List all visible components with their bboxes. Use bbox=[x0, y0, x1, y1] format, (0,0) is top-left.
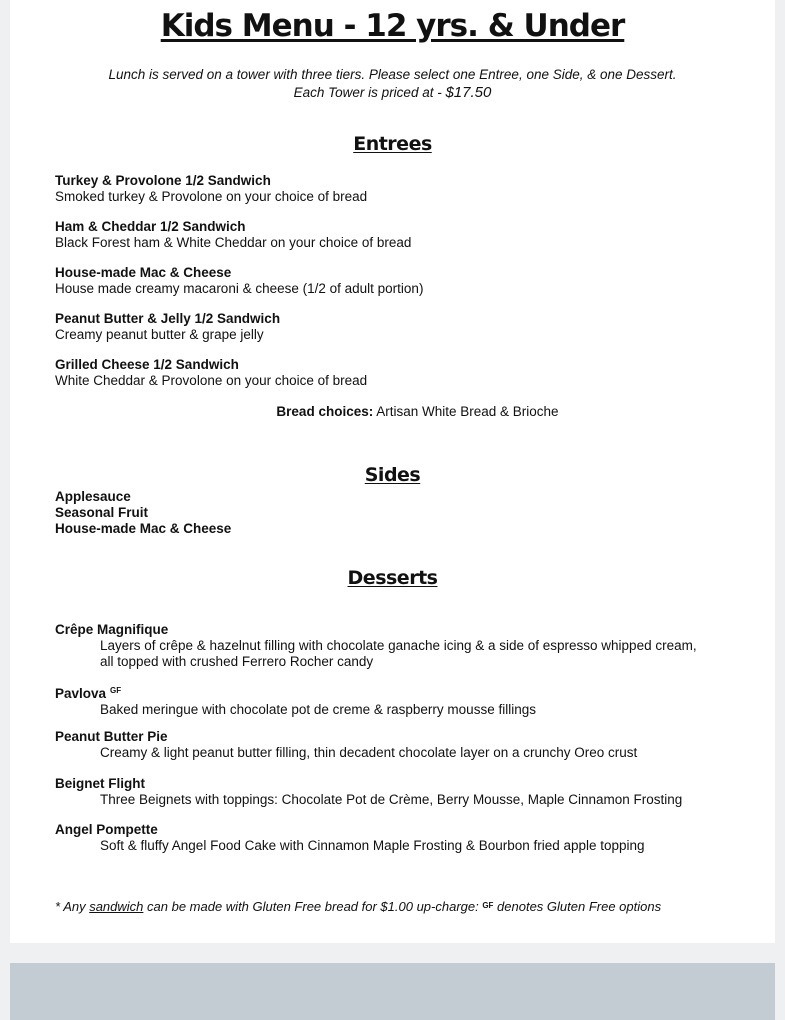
dessert-name: Pavlova bbox=[55, 686, 107, 701]
tower-price: $17.50 bbox=[445, 84, 492, 101]
side-item: Applesauce bbox=[55, 489, 131, 504]
sides-heading: Sides bbox=[364, 464, 421, 486]
entree-desc: Creamy peanut butter & grape jelly bbox=[55, 327, 264, 342]
intro-price-label: Each Tower is priced at - bbox=[293, 85, 446, 100]
entree-item bbox=[55, 357, 755, 389]
dessert-item bbox=[55, 729, 755, 761]
dessert-item bbox=[55, 822, 755, 854]
sandwich-link[interactable]: sandwich bbox=[89, 899, 144, 914]
gluten-free-badge: GF bbox=[482, 901, 494, 910]
intro-text bbox=[10, 66, 775, 102]
bread-choices-value: Artisan White Bread & Brioche bbox=[373, 404, 559, 419]
entree-name: Peanut Butter & Jelly 1/2 Sandwich bbox=[55, 311, 281, 326]
dessert-name-row bbox=[55, 683, 755, 702]
entree-name: Ham & Cheddar 1/2 Sandwich bbox=[55, 219, 246, 234]
entree-name: Grilled Cheese 1/2 Sandwich bbox=[55, 357, 239, 372]
dessert-desc: Creamy & light peanut butter filling, thin decadent chocolate layer on a crunchy Oreo crust bbox=[100, 745, 638, 760]
entree-name: House-made Mac & Cheese bbox=[55, 265, 232, 280]
gluten-free-badge: GF bbox=[110, 686, 122, 695]
footnote-text: denotes Gluten Free options bbox=[493, 899, 662, 914]
sides-list bbox=[55, 489, 231, 537]
entree-item bbox=[55, 173, 755, 205]
entree-item bbox=[55, 219, 755, 251]
bread-choices-label: Bread choices: bbox=[276, 404, 374, 419]
entree-desc: Smoked turkey & Provolone on your choice of bread bbox=[55, 189, 368, 204]
dessert-name: Beignet Flight bbox=[55, 776, 145, 791]
footnote-text: can be made with Gluten Free bread for $1.00 up-charge: bbox=[143, 899, 483, 914]
entree-desc: House made creamy macaroni & cheese (1/2 of adult portion) bbox=[55, 281, 424, 296]
entree-desc: Black Forest ham & White Cheddar on your choice of bread bbox=[55, 235, 412, 250]
dessert-desc: all topped with crushed Ferrero Rocher candy bbox=[100, 654, 374, 669]
entree-item bbox=[55, 265, 755, 297]
dessert-item bbox=[55, 622, 755, 670]
side-item: House-made Mac & Cheese bbox=[55, 521, 232, 536]
entrees-heading: Entrees bbox=[353, 133, 432, 155]
dessert-desc: Layers of crêpe & hazelnut filling with chocolate ganache icing & a side of espresso whipped cream, bbox=[100, 638, 697, 653]
intro-line-2 bbox=[10, 84, 775, 102]
footnote-text: * Any bbox=[55, 899, 90, 914]
dessert-item bbox=[55, 776, 755, 808]
entree-desc: White Cheddar & Provolone on your choice of bread bbox=[55, 373, 368, 388]
menu-title: Kids Menu - 12 yrs. & Under bbox=[160, 8, 625, 44]
menu-page bbox=[10, 0, 775, 943]
dessert-desc: Baked meringue with chocolate pot de creme & raspberry mousse fillings bbox=[100, 702, 536, 717]
bottom-panel bbox=[10, 963, 775, 1020]
dessert-desc: Soft & fluffy Angel Food Cake with Cinnamon Maple Frosting & Bourbon fried apple topping bbox=[100, 838, 645, 853]
gluten-free-footnote bbox=[55, 899, 661, 914]
intro-line-1: Lunch is served on a tower with three tiers. Please select one Entree, one Side, & one Dessert. bbox=[108, 67, 677, 82]
entree-item bbox=[55, 311, 755, 343]
desserts-heading: Desserts bbox=[347, 567, 438, 589]
entree-name: Turkey & Provolone 1/2 Sandwich bbox=[55, 173, 271, 188]
dessert-name: Angel Pompette bbox=[55, 822, 158, 837]
dessert-desc: Three Beignets with toppings: Chocolate Pot de Crème, Berry Mousse, Maple Cinnamon Frosting bbox=[100, 792, 683, 807]
dessert-name: Crêpe Magnifique bbox=[55, 622, 169, 637]
bread-choices bbox=[10, 404, 775, 419]
side-item: Seasonal Fruit bbox=[55, 505, 149, 520]
dessert-name: Peanut Butter Pie bbox=[55, 729, 168, 744]
dessert-item bbox=[55, 683, 755, 718]
